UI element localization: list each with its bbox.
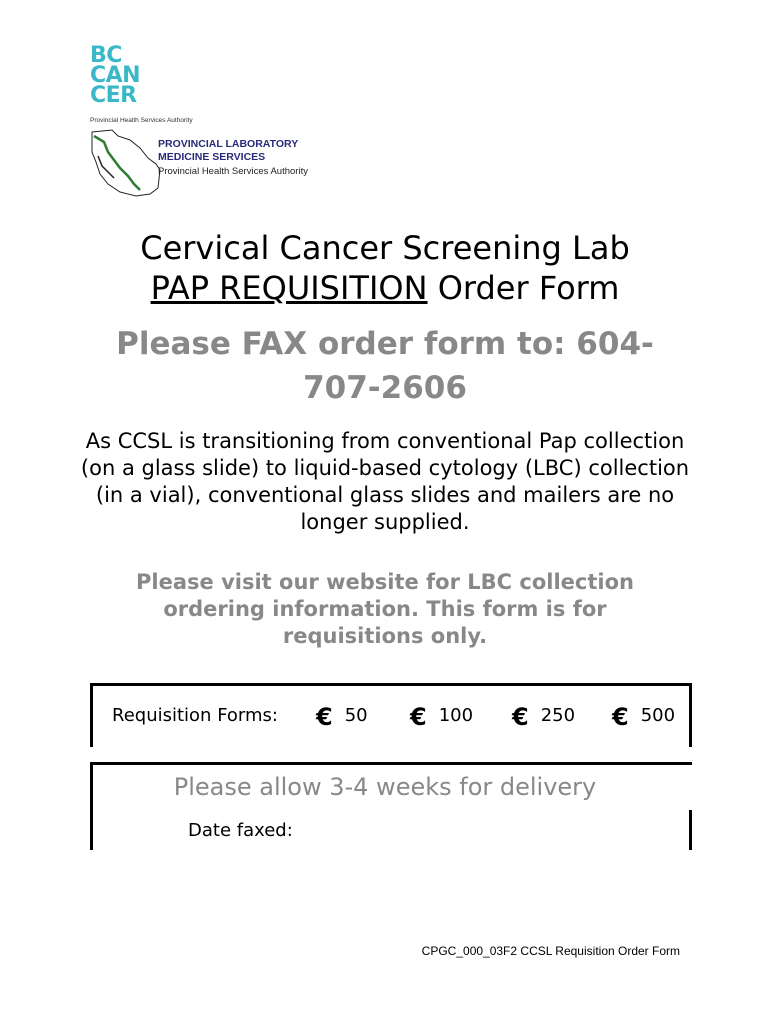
delivery-box-top-border <box>90 762 692 765</box>
bc-cancer-logo-line: CAN <box>90 63 141 88</box>
checkbox-icon[interactable]: € <box>612 703 629 731</box>
checkbox-icon[interactable]: € <box>512 703 529 731</box>
bc-map-icon <box>90 126 162 198</box>
bc-cancer-logo-subtitle: Provincial Health Services Authority <box>90 117 193 124</box>
quantity-value: 250 <box>540 705 576 726</box>
date-faxed-field[interactable]: Date faxed: <box>188 820 293 841</box>
quantity-option-50[interactable] <box>316 703 368 731</box>
quantity-value: 50 <box>344 705 368 726</box>
plms-logo-line: MEDICINE SERVICES <box>158 151 266 163</box>
delivery-notice: Please allow 3-4 weeks for delivery <box>173 773 597 801</box>
quantity-option-250[interactable] <box>512 703 575 731</box>
requisition-forms-label: Requisition Forms: <box>112 705 278 726</box>
bc-cancer-logo-line: BC <box>90 43 122 68</box>
delivery-box-right-border <box>689 810 692 850</box>
quantity-value: 500 <box>640 705 676 726</box>
quantity-option-100[interactable] <box>410 703 473 731</box>
checkbox-icon[interactable]: € <box>410 703 427 731</box>
quantity-value: 100 <box>438 705 474 726</box>
page-title-line-1: Cervical Cancer Screening Lab <box>140 229 630 267</box>
website-notice: Please visit our website for LBC collection ordering information. This form is for requisitions only. <box>136 570 634 648</box>
checkbox-icon[interactable]: € <box>316 703 333 731</box>
form-footer-id: CPGC_000_03F2 CCSL Requisition Order Form <box>421 944 680 958</box>
plms-logo-line: PROVINCIAL LABORATORY <box>158 138 299 150</box>
bc-cancer-logo-line: CER <box>90 83 137 108</box>
bc-cancer-logo <box>90 43 141 108</box>
quantity-option-500[interactable] <box>612 703 675 731</box>
page-title-rest: Order Form <box>427 269 620 307</box>
plms-logo-subtitle: Provincial Health Services Authority <box>158 166 308 177</box>
transition-paragraph: As CCSL is transitioning from conventional Pap collection (on a glass slide) to liquid-based cytology (LBC) collection (in a vial), conventional glass slides and mailers are no longer supplied. <box>80 429 690 534</box>
page-title-line-2 <box>0 268 770 308</box>
page-title-underlined: PAP REQUISITION <box>150 269 428 307</box>
plms-logo-title <box>158 138 298 164</box>
fax-notice: Please FAX order form to: 604-707-2606 <box>116 326 654 406</box>
